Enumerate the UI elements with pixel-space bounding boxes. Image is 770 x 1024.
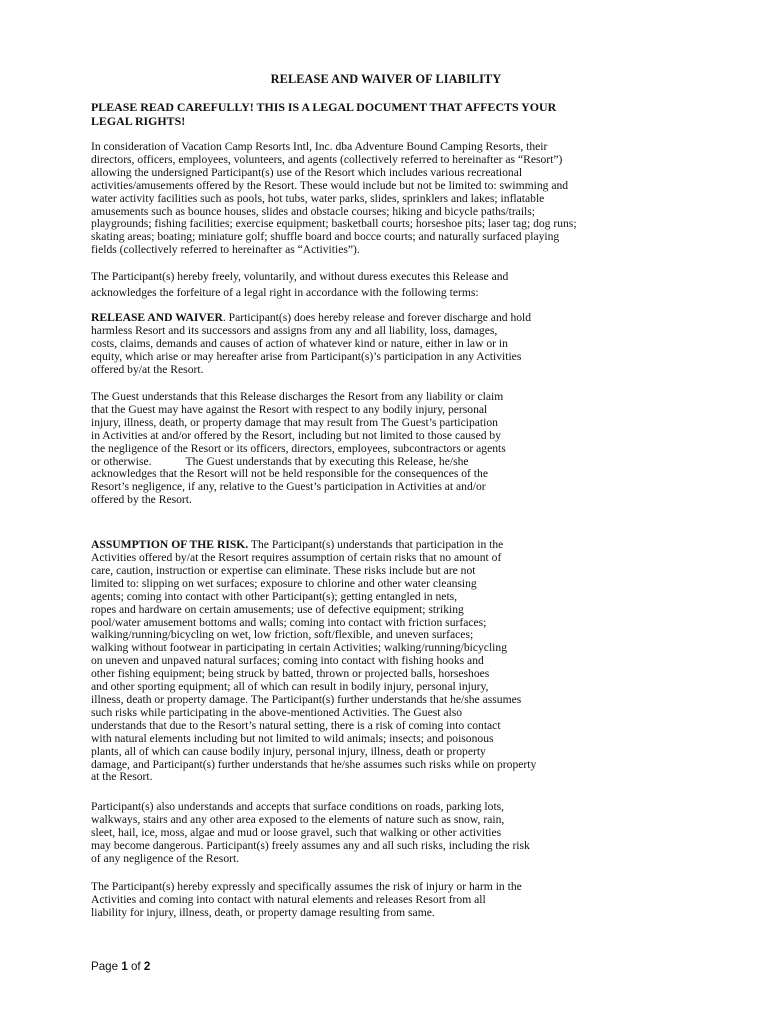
text-line: harmless Resort and its successors and assigns from any and all liability, loss, damages, xyxy=(91,324,498,337)
text-line: directors, officers, employees, volunteers, and agents (collectively referred to hereinafter as “Resort”) xyxy=(91,152,563,166)
text-line: offered by the Resort. xyxy=(91,493,192,507)
express-assumption-paragraph xyxy=(91,881,681,920)
text-line: allowing the undersigned Participant(s) use of the Resort which includes various recreational xyxy=(91,165,523,179)
page-total: 2 xyxy=(143,960,151,973)
text-line: walkways, stairs and any other area exposed to the elements of nature such as snow, rain, xyxy=(91,812,505,826)
text-line: damage, and Participant(s) further understands that he/she assumes such risks while on property xyxy=(91,757,537,771)
page-of: of xyxy=(127,960,144,973)
page-prefix: Page xyxy=(91,960,122,973)
text-line: illness, death or property damage. The Participant(s) further understands that he/she assumes xyxy=(91,692,522,706)
text-line: skating areas; boating; miniature golf; shuffle board and bocce courts; and naturally surfaced playing xyxy=(91,230,560,244)
text-line: playgrounds; fishing facilities; exercise equipment; basketball courts; horseshoe pits; laser tag; dog runs; xyxy=(91,217,577,231)
text-line: at the Resort. xyxy=(91,770,153,784)
text-line: pool/water amusement bottoms and walls; coming into contact with friction surfaces; xyxy=(91,615,487,629)
text-line: walking/running/bicycling on wet, low friction, soft/flexible, and uneven surfaces; xyxy=(91,628,474,642)
release-heading: RELEASE AND WAIVER xyxy=(91,311,223,324)
text-line: agents; coming into contact with other Participant(s); getting entangled in nets, xyxy=(91,589,458,603)
text-line: fields (collectively referred to hereinafter as “Activities”). xyxy=(91,243,360,257)
assumption-of-risk-paragraph xyxy=(91,537,681,784)
text-line: sleet, hail, ice, moss, algae and mud or loose gravel, such that walking or other activities xyxy=(91,825,502,839)
guest-understands-paragraph xyxy=(91,391,681,507)
text-line: amusements such as bounce houses, slides and obstacle courses; hiking and bicycle paths/trails; xyxy=(91,204,536,218)
text-line: plants, all of which can cause bodily injury, personal injury, illness, death or property xyxy=(91,744,486,758)
or-otherwise-text: or otherwise. xyxy=(91,454,152,468)
consideration-paragraph xyxy=(91,141,681,257)
text-line: liability for injury, illness, death, or property damage resulting from same. xyxy=(91,905,435,919)
text-line: care, caution, instruction or expertise can eliminate. These risks include but are not xyxy=(91,563,476,577)
text-line: In consideration of Vacation Camp Resorts Intl, Inc. dba Adventure Bound Camping Resorts, their xyxy=(91,140,548,153)
legal-warning xyxy=(91,101,681,128)
text-line: Activities and coming into contact with natural elements and releases Resort from all xyxy=(91,892,486,906)
text-line: of any negligence of the Resort. xyxy=(91,851,240,865)
text-line: equity, which arise or may hereafter arise from Participant(s)’s participation in any Activities xyxy=(91,349,522,363)
text-line: that the Guest may have against the Resort with respect to any bodily injury, personal xyxy=(91,402,488,416)
text-line: offered by/at the Resort. xyxy=(91,362,204,376)
text-line: understands that due to the Resort’s natural setting, there is a risk of coming into contact xyxy=(91,718,501,732)
page-number-footer xyxy=(91,961,150,974)
text-line: the negligence of the Resort or its officers, directors, employees, subcontractors or agents xyxy=(91,441,506,455)
executes-paragraph xyxy=(91,269,681,300)
text-line: The Participant(s) hereby freely, voluntarily, and without duress executes this Release and xyxy=(91,270,509,283)
text-line: may become dangerous. Participant(s) freely assumes any and all such risks, including the risk xyxy=(91,838,530,852)
text-line: on uneven and unpaved natural surfaces; coming into contact with fishing hooks and xyxy=(91,654,484,668)
page-current: 1 xyxy=(121,960,128,973)
text-line: Resort’s negligence, if any, relative to the Guest’s participation in Activities at and/or xyxy=(91,480,486,494)
text-line: injury, illness, death, or property damage that may result from The Guest’s participation xyxy=(91,415,498,429)
surface-conditions-paragraph xyxy=(91,801,681,866)
assumption-first-text: The Participant(s) understands that participation in the xyxy=(248,538,504,551)
warning-line: LEGAL RIGHTS! xyxy=(91,113,186,128)
guest-executing-text: The Guest understands that by executing this Release, he/she xyxy=(185,454,469,468)
text-line: walking without footwear in participating in certain Activities; walking/running/bicycling xyxy=(91,641,507,655)
document-title: RELEASE AND WAIVER OF LIABILITY xyxy=(270,72,502,86)
text-line: costs, claims, demands and causes of action of whatever kind or nature, either in law or in xyxy=(91,336,508,350)
assumption-first-line xyxy=(91,537,681,552)
release-waiver-paragraph xyxy=(91,310,681,377)
text-line: The Participant(s) hereby expressly and specifically assumes the risk of injury or harm in the xyxy=(91,880,522,893)
text-line: with natural elements including but not limited to wild animals; insects; and poisonous xyxy=(91,731,494,745)
text-line: acknowledges that the Resort will not be held responsible for the consequences of the xyxy=(91,467,488,481)
text-line: activities/amusements offered by the Resort. These would include but not be limited to: swimming and xyxy=(91,178,569,192)
text-line: ropes and hardware on certain amusements; use of defective equipment; striking xyxy=(91,602,464,616)
text-line: acknowledges the forfeiture of a legal right in accordance with the following terms: xyxy=(91,285,479,299)
release-first-text: . Participant(s) does hereby release and forever discharge and hold xyxy=(222,311,532,324)
text-line: and other sporting equipment; all of which can result in bodily injury, personal injury, xyxy=(91,680,489,694)
text-line: in Activities at and/or offered by the Resort, including but not limited to those caused by xyxy=(91,428,501,442)
text-line: The Guest understands that this Release discharges the Resort from any liability or claim xyxy=(91,390,504,403)
release-first-line xyxy=(91,310,681,325)
text-line: Activities offered by/at the Resort requires assumption of certain risks that no amount of xyxy=(91,551,502,564)
warning-line: PLEASE READ CAREFULLY! THIS IS A LEGAL DOCUMENT THAT AFFECTS YOUR xyxy=(91,100,557,114)
text-line: water activity facilities such as pools, hot tubs, water parks, slides, sprinklers and lakes; inflatable xyxy=(91,191,545,205)
text-line: other fishing equipment; being struck by batted, thrown or projected balls, horseshoes xyxy=(91,667,490,681)
text-line: such risks while participating in the above-mentioned Activities. The Guest also xyxy=(91,705,463,719)
text-line: Participant(s) also understands and accepts that surface conditions on roads, parking lots, xyxy=(91,800,505,813)
assumption-heading: ASSUMPTION OF THE RISK. xyxy=(91,538,249,551)
text-line: limited to: slipping on wet surfaces; exposure to chlorine and other water cleansing xyxy=(91,576,477,590)
